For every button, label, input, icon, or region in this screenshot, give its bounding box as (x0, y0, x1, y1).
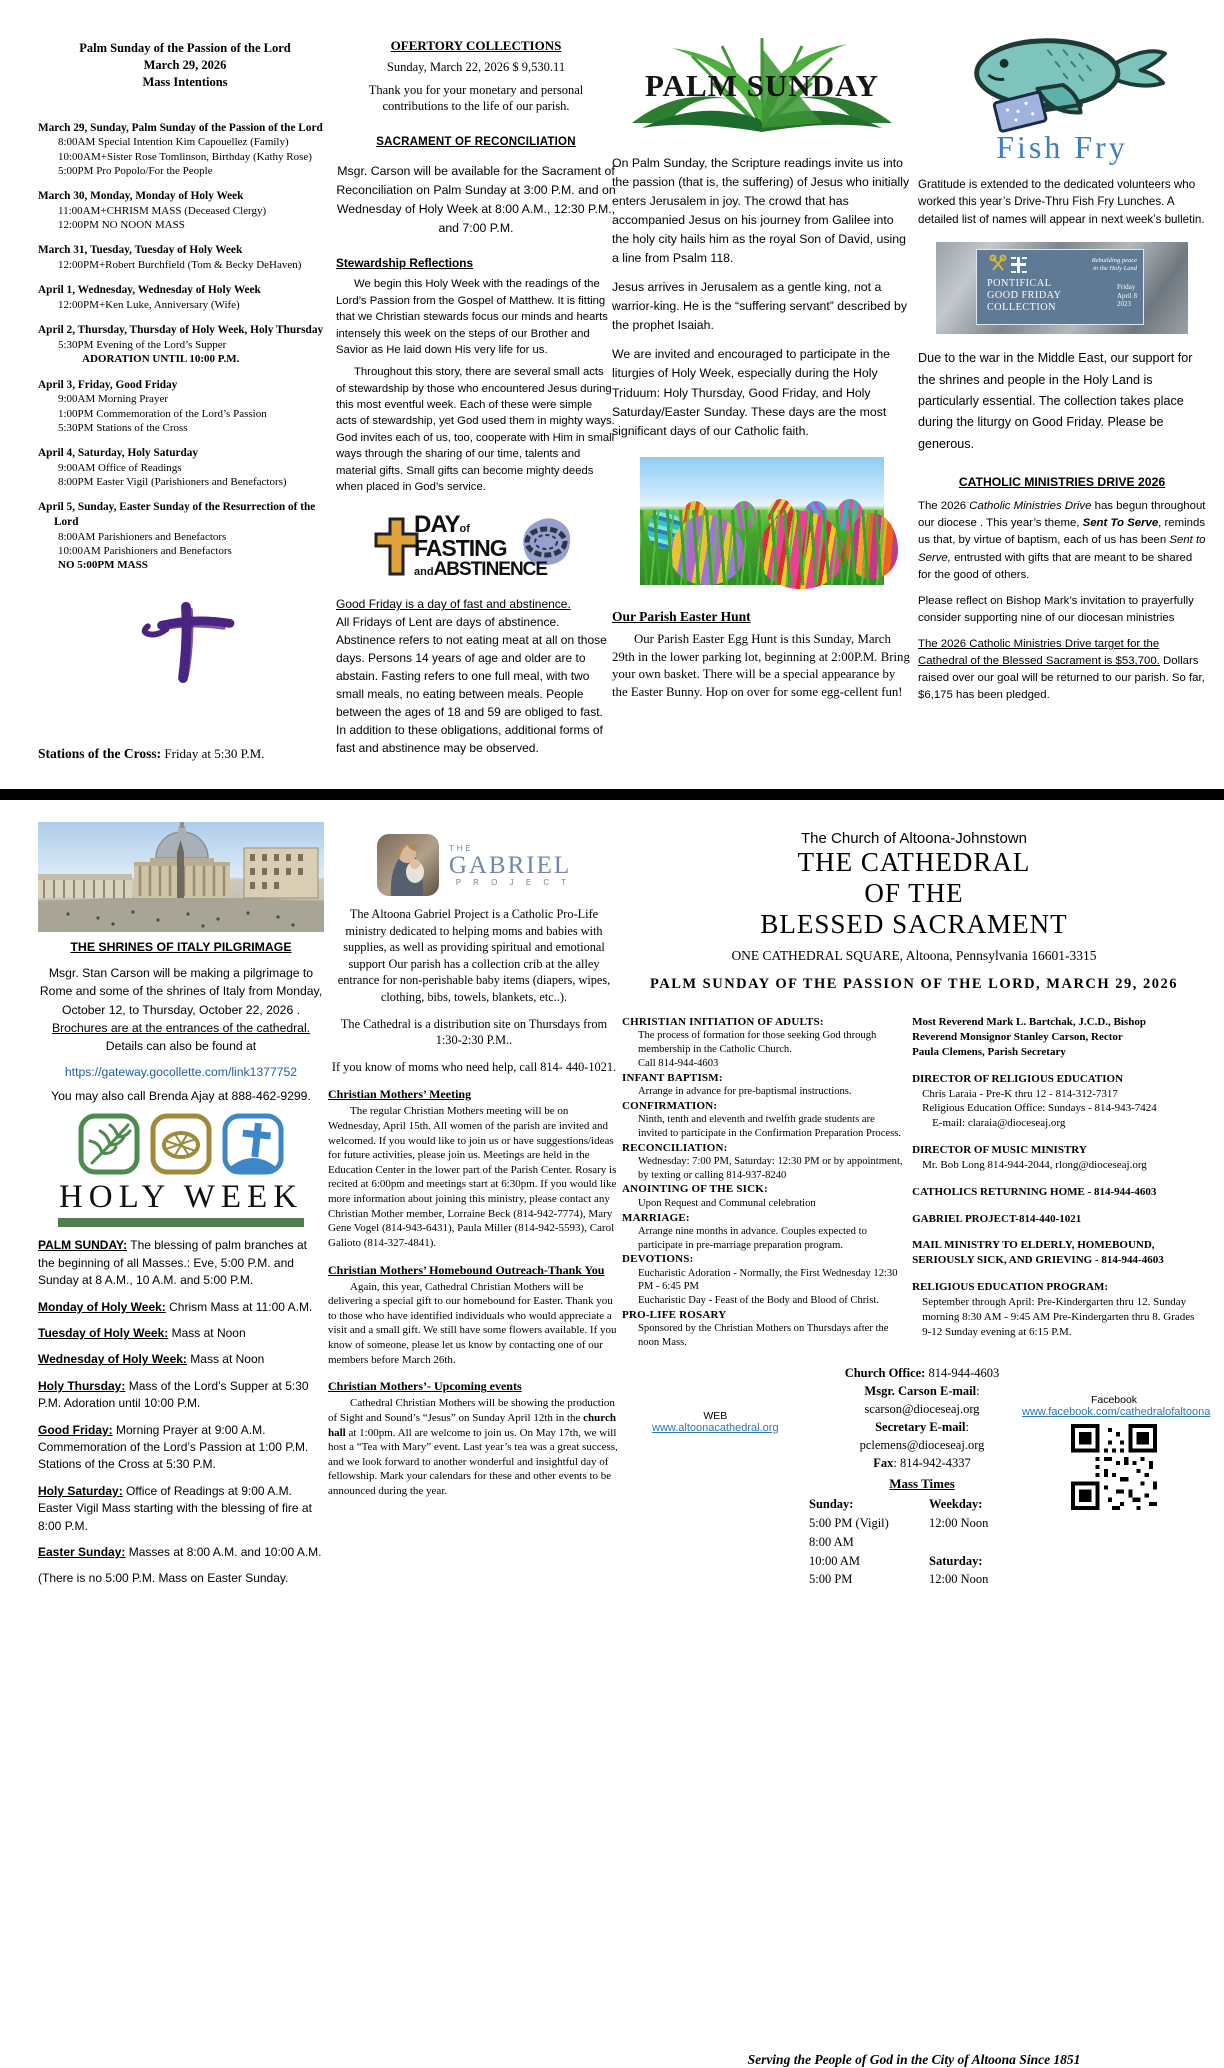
stations-of-the-cross-note (38, 745, 332, 763)
sacrament-line: Call 814-944-4603 (638, 1057, 719, 1069)
pilgrimage-link[interactable]: https://gateway.gocollette.com/link1377752 (64, 1065, 298, 1080)
mass-times-table: Sunday: Weekday: 5:00 PM (Vigil) 12:00 Noon 8:00 AM 10:00 AM Saturday: 5:00 PM 12:00 Noon (809, 1497, 989, 1587)
sacrament-line: The process of formation for those seeking God through membership in the Catholic Church. (638, 1030, 877, 1056)
intention-day (38, 283, 332, 312)
holy-week-underline-bar (58, 1218, 304, 1227)
masthead (622, 830, 1206, 993)
pontifical-blurb: Rebuilding peace in the Holy Land (1091, 257, 1137, 273)
pilgrimage-section (38, 822, 324, 1597)
sacrament-line: Arrange in advance for pre-baptismal instructions. (638, 1086, 852, 1098)
good-friday-fast-text: All Fridays of Lent are days of abstinence. Abstinence refers to not eating meat at all on those days. Persons 14 years of age and older are to abstain. Fasting refers to one full meal, with two small meals, no eating between meals. People between the ages of 18 and 59 are obliged to fast. In addition to these obligations, additional forms of fast and abstinence may be observed. (336, 615, 607, 756)
pilgrimage-heading: THE SHRINES OF ITALY PILGRIMAGE (70, 940, 292, 954)
gabriel-paragraph: The Altoona Gabriel Project is a Catholic Pro-Life ministry dedicated to helping moms and babies with supplies, as well as providing spiritual and emotional support Our parish has a collection crib at the alley entrance for non-perishable baby items (diapers, wipes, clothing, bibs, towels, blankets, etc..). (337, 907, 611, 1004)
sacrament-line: Sponsored by the Christian Mothers on Thursdays after the noon Mass. (638, 1323, 889, 1348)
easter-hunt-heading: Our Parish Easter Hunt (612, 608, 751, 624)
grass-overlay (640, 510, 884, 584)
cross-on-hill-icon (222, 1113, 284, 1175)
cathedral-info-section (622, 830, 1211, 2067)
staff-heading: RELIGIOUS EDUCATION PROGRAM: (912, 1281, 1109, 1294)
sacrament-heading: CHRISTIAN INITIATION OF ADULTS: (622, 1016, 824, 1029)
sacrament-line: Upon Request and Communal celebration (638, 1197, 816, 1209)
palm-paragraph: We are invited and encouraged to participate in the liturgies of Holy Week, especially during the Holy Triduum: Holy Thursday, Good Friday, and Holy Saturday/Easter Sunday. These days are the most significant days of our Catholic faith. (612, 347, 891, 438)
ministries-drive-paragraph: The 2026 Catholic Ministries Drive target for the Cathedral of the Blessed Sacrament is $53,700. Dollars raised over our goal will be returned to our parish. So far, $6,175 has been pledged. (918, 637, 1205, 702)
cathedral-title: THE CATHEDRAL (797, 847, 1031, 877)
pontifical-date: Friday April 8 2023 (1116, 283, 1137, 308)
schedule-entry: (There is no 5:00 P.M. Mass on Easter Sunday. (38, 1571, 289, 1586)
qr-code-image (1022, 1424, 1206, 1513)
stewardship-paragraph: Throughout this story, there are several small acts of stewardship by those who encountered Jesus during this most eventful week. Each of these were simple acts of stewardship, yet God used them in mighty ways. God invites each of us, too, cooperate with Him in small ways through the sharing of our time, talents and material gifts. Small gifts can become mighty deeds when placed in God’s service. (336, 366, 615, 493)
pontifical-collection-image (936, 242, 1188, 334)
cm-meeting-text: The regular Christian Mothers meeting will be on Wednesday, April 15th. All women of the parish are invited and welcomed. If you would like to join us or have suggestions/ideas for future activities, please join us. Meetings are held in the Education Center in the lower part of the Parish Center. Rosary is recited at 6:00pm and meetings start at 6:30pm. If you would like more information about joining this ministry, please contact any Christian Mother member, Lorraine Beck (814-942-7774), Mary Gene Vogel (814-943-6431), Paula Miller (814-942-5593), Carol Galioto (814-327-4841). (328, 1105, 617, 1249)
fasting-word: FASTING (414, 535, 507, 562)
staff-heading: GABRIEL PROJECT-814-440-1021 (912, 1212, 1082, 1225)
intention-line: 5:00PM Pro Popolo/For the People (58, 164, 213, 177)
intention-line: 10:00AM+Sister Rose Tomlinson, Birthday (Kathy Rose) (58, 150, 312, 163)
staff-line: Paula Clemens, Parish Secretary (912, 1045, 1066, 1058)
sacrament-line: Ninth, tenth and eleventh and twelfth grade students are invited to participate in the Confirmation Preparation Process. (638, 1114, 902, 1139)
page-divider (0, 789, 1224, 800)
offertory-section (336, 38, 616, 757)
staff-line: Religious Education Office: Sundays - 814-943-7424 (922, 1102, 1157, 1115)
intention-line: 8:00PM Easter Vigil (Parishioners and Benefactors) (58, 476, 287, 489)
sacrament-heading: ANOINTING OF THE SICK: (622, 1183, 768, 1196)
intention-day (38, 121, 332, 179)
cm-homebound-heading: Christian Mothers’ Homebound Outreach-Thank You (328, 1262, 605, 1277)
staff-heading: MAIL MINISTRY TO ELDERLY, HOMEBOUND, (912, 1239, 1155, 1252)
reconciliation-heading: SACRAMENT OF RECONCILIATION (376, 136, 576, 149)
offertory-thanks: Thank you for your monetary and personal contributions to the life of our parish. (368, 83, 584, 113)
diocese-line: The Church of Altoona-Johnstown (801, 830, 1027, 847)
intention-day-title: April 2, Thursday, Thursday of Holy Week, Holy Thursday (38, 324, 324, 337)
msgr-email: scarson@dioceseaj.org (864, 1402, 980, 1417)
intention-line: 8:00AM Parishioners and Benefactors (58, 530, 227, 543)
sacrament-heading: PRO-LIFE ROSARY (622, 1308, 727, 1321)
staff-line: Most Reverend Mark L. Bartchak, J.C.D., Bishop (912, 1016, 1146, 1029)
intention-line: 10:00AM Parishioners and Benefactors (58, 545, 232, 558)
schedule-entry: Good Friday: Morning Prayer at 9:00 A.M. Commemoration of the Lord’s Passion at 1:00 P.M. Stations of the Cross at 5:30 P.M. (38, 1422, 309, 1472)
intention-line: 9:00AM Morning Prayer (58, 393, 168, 406)
mass-intentions-section (38, 40, 332, 763)
palm-paragraph: Jesus arrives in Jerusalem as a gentle king, not a warrior-king. He is the “suffering servant” described by the prophet Isaiah. (612, 280, 908, 333)
staff-line: E-mail: claraia@dioceseaj.org (932, 1117, 1066, 1130)
intention-line: 12:00PM+Ken Luke, Anniversary (Wife) (58, 299, 240, 312)
ministries-drive-heading: CATHOLIC MINISTRIES DRIVE 2026 (958, 475, 1166, 490)
sacrament-line: Wednesday: 7:00 PM, Saturday: 12:30 PM or by appointment, by texting or calling 814-937-8240 (638, 1155, 903, 1181)
fasting-word: ABSTINENCE (433, 559, 548, 581)
cm-homebound-text: Again, this year, Cathedral Christian Mothers will be delivering a special gift to our homebound for Easter. Thank you to those who have identified individuals who would appreciate a visit and a small gift. We still have some flowers available. If you know of someone, please let us know by contacting one of our members before March 26th. (328, 1280, 617, 1366)
madonna-and-child-image (377, 834, 439, 896)
intention-line: 5:30PM Stations of the Cross (58, 421, 188, 434)
schedule-entry: Holy Thursday: Mass of the Lord’s Supper at 5:30 P.M. Adoration until 10:00 P.M. (38, 1378, 309, 1411)
fasting-logo-text (414, 513, 547, 579)
holy-week-logo (38, 1113, 324, 1175)
staff-heading: CATHOLICS RETURNING HOME - 814-944-4603 (912, 1185, 1157, 1198)
intention-day (38, 500, 332, 572)
intention-day-title: March 30, Monday, Monday of Holy Week (38, 190, 244, 203)
fish-icon (949, 28, 1175, 132)
ministries-drive-paragraph: Please reflect on Bishop Mark’s invitation to prayerfully consider supporting nine of our diocesan ministries (918, 594, 1194, 624)
gabriel-paragraph: If you know of moms who need help, call 814- 440-1021. (331, 1059, 617, 1074)
palm-branch-icon (78, 1113, 140, 1175)
staff-heading: SERIOUSLY SICK, AND GRIEVING - 814-944-4603 (912, 1254, 1164, 1267)
sacrament-heading: CONFIRMATION: (622, 1099, 718, 1112)
crown-of-thorns-icon (150, 1113, 212, 1175)
fasting-word: of (459, 523, 470, 536)
intention-line: 1:00PM Commemoration of the Lord’s Passion (58, 407, 267, 420)
intention-day-title: April 4, Saturday, Holy Saturday (38, 447, 199, 460)
pontifical-panel (976, 249, 1144, 325)
fish-fry-text: Gratitude is extended to the dedicated volunteers who worked this year’s Drive-Thru Fish Fry Lunches. A detailed list of names will appear in next week’s bulletin. (918, 178, 1205, 226)
palm-sunday-graphic (612, 28, 912, 144)
holy-land-appeal-text: Due to the war in the Middle East, our support for the shrines and people in the Holy Land is particularly essential. The collection takes place during the liturgy on Good Friday. Please be generous. (918, 351, 1193, 451)
facebook-label: Facebook (1090, 1393, 1138, 1406)
stations-cross-icon (38, 595, 332, 687)
schedule-entry: Monday of Holy Week: Chrism Mass at 11:00 A.M. (38, 1299, 313, 1314)
schedule-entry: Wednesday of Holy Week: Mass at Noon (38, 1352, 265, 1367)
offertory-heading: OFERTORY COLLECTIONS (390, 38, 562, 53)
offertory-amount: Sunday, March 22, 2026 $ 9,530.11 (386, 60, 566, 74)
contact-zone (622, 1364, 1211, 2067)
staff-heading: DIRECTOR OF RELIGIOUS EDUCATION (912, 1072, 1124, 1085)
holy-week-schedule (38, 1237, 324, 1587)
header-line: March 29, 2026 (143, 57, 227, 72)
staff-heading: DIRECTOR OF MUSIC MINISTRY (912, 1144, 1087, 1157)
christian-mothers-block (328, 1087, 620, 1498)
pilgrimage-text: Msgr. Stan Carson will be making a pilgrimage to Rome and some of the shrines of Italy from Monday, October 12, to Thursday, October 22, 2026 . Brochures are at the entrances of the cathedral. Details can also be found at (39, 966, 323, 1054)
intention-day (38, 446, 332, 489)
fish-fry-graphic (942, 28, 1182, 166)
stewardship-heading: Stewardship Reflections (336, 256, 474, 271)
intention-line: NO 5:00PM MASS (58, 559, 148, 572)
mass-intentions-header (38, 40, 332, 91)
intention-line: 11:00AM+CHRISM MASS (Deceased Clergy) (58, 204, 267, 217)
cathedral-address: ONE CATHEDRAL SQUARE, Altoona, Pennsylvania 16601-3315 (731, 948, 1097, 964)
web-link-block (652, 1410, 779, 1434)
st-peters-square-photo (38, 822, 324, 932)
reconciliation-text: Msgr. Carson will be available for the Sacrament of Reconciliation on Palm Sunday at 3:00 P.M. and on Wednesday of Holy Week at 8:00 A.M., 12:30 P.M., and 7:00 P.M. (336, 164, 616, 236)
sacraments-column (622, 1015, 904, 1350)
intention-line: 5:30PM Evening of the Lord’s Supper (58, 339, 227, 352)
staff-line: September through April: Pre-Kindergarten thru 12. Sunday morning 8:30 AM - 9:45 AM Pre-Kindergarten thru 8. Grades 9-12 Sunday evening at 6:15 P.M. (922, 1295, 1195, 1338)
sacrament-line: Arrange nine months in advance. Couples expected to participate in pre-marriage preparation program. (638, 1225, 867, 1251)
gabriel-project-logo (328, 834, 620, 896)
cathedral-title: BLESSED SACRAMENT (760, 909, 1068, 940)
good-friday-fast-heading: Good Friday is a day of fast and abstinence. (336, 597, 571, 612)
staff-line: Chris Laraia - Pre-K thru 12 - 814-312-7317 (922, 1087, 1118, 1100)
sacrament-line: Eucharistic Day - Feast of the Body and Blood of Christ. (638, 1295, 879, 1307)
right-column-section (918, 28, 1206, 704)
schedule-entry: PALM SUNDAY: The blessing of palm branches at the beginning of all Masses.: Eve, 5:00 P.M. and Sunday at 8 A.M., 10 A.M. and 5:00 P.M. (38, 1238, 308, 1288)
bulletin-date-line: PALM SUNDAY OF THE PASSION OF THE LORD, MARCH 29, 2026 (649, 976, 1179, 993)
intention-day (38, 189, 332, 232)
sacrament-heading: MARRIAGE: (622, 1211, 690, 1224)
intention-line: 9:00AM Office of Readings (58, 461, 182, 474)
intention-day-title: April 3, Friday, Good Friday (38, 378, 178, 391)
header-line: Palm Sunday of the Passion of the Lord (79, 41, 291, 55)
schedule-entry: Easter Sunday: Masses at 8:00 A.M. and 10:00 A.M. (38, 1544, 322, 1559)
intention-day (38, 243, 332, 272)
stations-label: Stations of the Cross: (38, 746, 162, 762)
schedule-entry: Holy Saturday: Office of Readings at 9:00 A.M. Easter Vigil Mass starting with the blessing of fire at 8:00 P.M. (38, 1483, 312, 1533)
staff-column (904, 1015, 1206, 1350)
intention-line: 12:00PM NO NOON MASS (58, 219, 185, 232)
gabriel-paragraph: The Cathedral is a distribution site on Thursdays from 1:30-2:30 P.M.. (340, 1016, 608, 1048)
ministries-drive-paragraph: The 2026 Catholic Ministries Drive has begun throughout our diocese . This year’s theme, Sent To Serve, reminds us that, by virtue of baptism, each of us has been Sent to Serve, entrusted with gifts that are meant to be shared for the good of others. (918, 500, 1206, 581)
cm-upcoming-heading: Christian Mothers’- Upcoming events (328, 1379, 522, 1394)
intention-day (38, 323, 332, 366)
web-link[interactable]: www.altoonacathedral.org (652, 1421, 779, 1434)
gabriel-project-section (328, 834, 620, 1499)
intention-day-title: March 29, Sunday, Palm Sunday of the Passion of the Lord (38, 121, 323, 134)
holy-week-title: HOLY WEEK (58, 1179, 304, 1216)
secretary-email: pclemens@dioceseaj.org (859, 1438, 985, 1453)
intention-line: 8:00AM Special Intention Kim Capouellez (Family) (58, 136, 289, 149)
fasting-word: and (414, 566, 434, 579)
staff-line: Reverend Monsignor Stanley Carson, Rector (912, 1030, 1123, 1043)
stewardship-paragraph: We begin this Holy Week with the readings of the Lord’s Passion from the Gospel of Matthew. It is fitting that we Christian stewards focus our minds and hearts intensely this week on the steps of our Brother and Savior as He laid down His very life for us. (336, 278, 608, 356)
web-label: WEB (703, 1409, 728, 1422)
facebook-block (1022, 1393, 1211, 1513)
intention-day-title: April 1, Wednesday, Wednesday of Holy Week (38, 284, 261, 297)
staff-line: Mr. Bob Long 814-944-2044, rlong@dioceseaj.org (922, 1158, 1147, 1171)
pilgrimage-phone-line: You may also call Brenda Ajay at 888-462-9299. (51, 1089, 311, 1104)
palm-paragraph: On Palm Sunday, the Scripture readings invite us into the passion (that is, the suffering) of Jesus who initially enters Jerusalem in joy. The crowd that has accompanied Jesus on his journey from Galilee into the holy city hails him as the royal Son of David, using a line from Psalm 118. (612, 156, 910, 266)
intention-line: ADORATION UNTIL 10:00 P.M. (82, 353, 240, 366)
vatican-keys-and-cross-icon (987, 254, 1031, 276)
palm-sunday-section (612, 28, 912, 702)
cm-upcoming-text: Cathedral Christian Mothers will be showing the production of Sight and Sound’s “Jesus” on Sunday April 12th in the church hall at 1:00pm. All are welcome to join us. On May 17th, we will host a “Tea with Mary” event. Last year’s tea was a great success, and we look forward to another wonderful and insightful day of fellowship. Mark your calendars for these and other events to be announced during the year. (328, 1397, 618, 1498)
easter-eggs-image (640, 457, 884, 585)
fish-fry-title: Fish Fry (996, 129, 1128, 165)
intention-day-title: April 5, Sunday, Easter Sunday of the Resurrection of the Lord (38, 501, 316, 529)
cm-meeting-heading: Christian Mothers’ Meeting (328, 1087, 472, 1102)
cathedral-title: OF THE (864, 878, 964, 909)
fasting-word: DAY (414, 511, 460, 539)
pontifical-title: PONTIFICAL GOOD FRIDAY COLLECTION (987, 278, 1062, 313)
stations-text: Friday at 5:30 P.M. (161, 746, 265, 762)
sacrament-line: Eucharistic Adoration - Normally, the First Wednesday 12:30 PM - 6:45 PM (638, 1267, 898, 1293)
intention-day-title: March 31, Tuesday, Tuesday of Holy Week (38, 244, 243, 257)
intention-day (38, 378, 332, 436)
sacrament-heading: RECONCILIATION: (622, 1141, 728, 1154)
day-of-fasting-logo (368, 507, 584, 589)
header-line: Mass Intentions (142, 74, 228, 89)
intention-line: 12:00PM+Robert Burchfield (Tom & Becky DeHaven) (58, 259, 302, 272)
palm-sunday-title: PALM SUNDAY (644, 68, 880, 103)
sacrament-heading: INFANT BAPTISM: (622, 1071, 723, 1084)
facebook-link[interactable]: www.facebook.com/cathedralofaltoona (1022, 1405, 1211, 1418)
contact-block: Church Office: 814-944-4603 Msgr. Carson E-mail: scarson@dioceseaj.org Secretary E-mail: pclemens@dioceseaj.org Fax: 814-942-4337 Mass Times Sunday: Weekday: 5:00 PM (Vigil) 12:00 Noon 8:00 AM 10:00 AM Saturday: 5:00 PM 12:00 Noon (797, 1364, 1047, 1589)
sacrament-heading: DEVOTIONS: (622, 1253, 694, 1266)
easter-hunt-text: Our Parish Easter Egg Hunt is this Sunday, March 29th in the lower parking lot, beginning at 2:00P.M. Bring your own basket. There will be a special appearance by the Easter Bunny. Hop on over for some egg-cellent fun! (612, 631, 910, 700)
gabriel-logo-text: THE GABRIEL P R O J E C T (448, 843, 572, 887)
schedule-entry: Tuesday of Holy Week: Mass at Noon (38, 1326, 246, 1341)
footer-motto: Serving the People of God in the City of Altoona Since 1851 (747, 2051, 1081, 2067)
mass-times-heading: Mass Times (889, 1475, 955, 1491)
